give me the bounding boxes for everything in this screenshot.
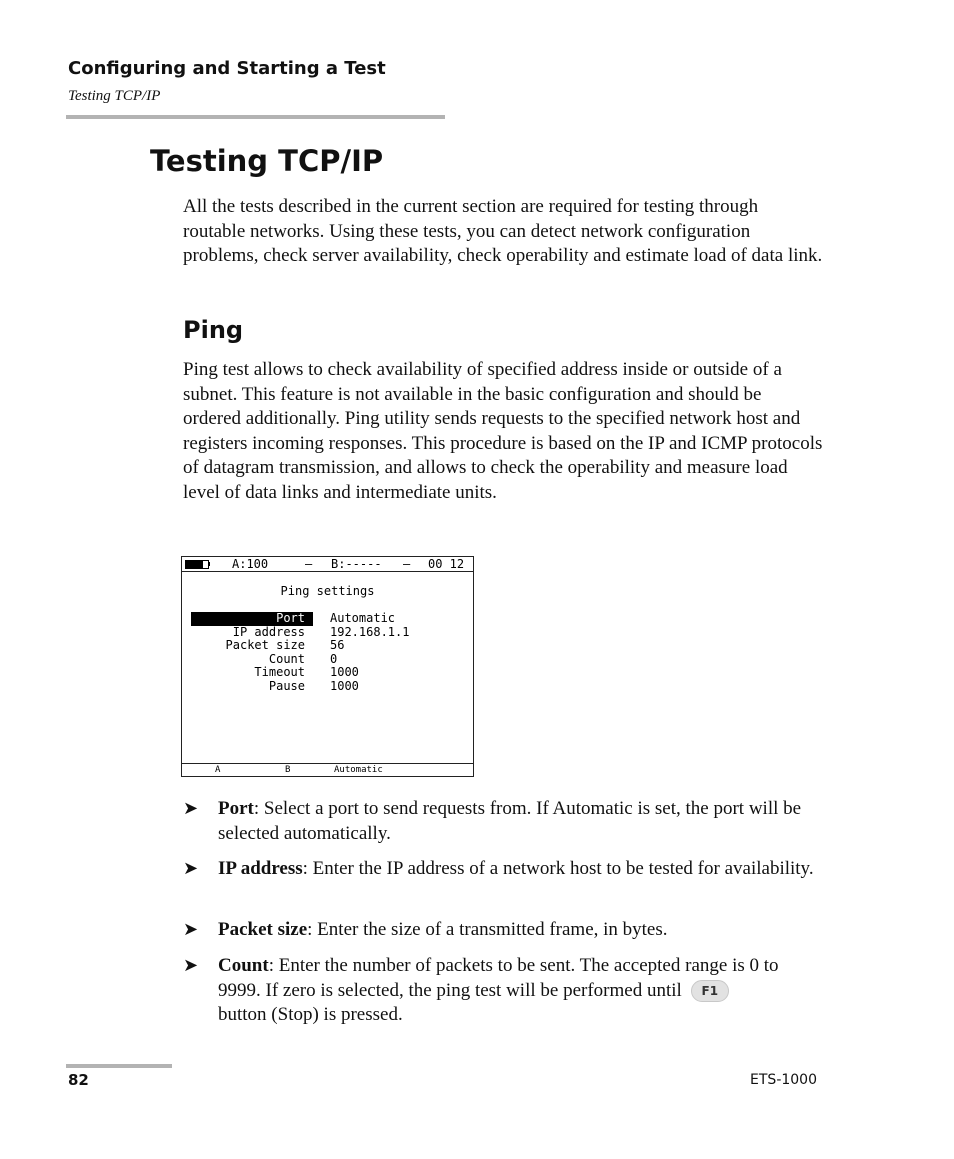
header-rule xyxy=(66,115,445,119)
function-key-bar xyxy=(182,763,473,776)
setting-label: Pause xyxy=(268,678,305,693)
setting-label: IP address xyxy=(232,624,305,639)
battery-tip xyxy=(208,562,210,566)
ping-heading: Ping xyxy=(183,316,244,344)
port-b-status: B:----- xyxy=(331,557,382,571)
bullet-term: Packet size xyxy=(218,919,308,940)
bullet-text: : Enter the size of a transmitted frame, in bytes. xyxy=(307,919,668,940)
device-screen xyxy=(181,556,474,777)
setting-label: Count xyxy=(268,651,305,666)
fkey-a[interactable]: A xyxy=(215,765,221,775)
bullet-term: IP address xyxy=(218,858,303,879)
bullet-text: : Enter the IP address of a network host to be tested for availability. xyxy=(302,858,814,879)
ping-paragraph: Ping test allows to check availability of specified address inside or outside of a subnet. This feature is not available in the basic configuration and should be ordered additionally. Ping utility sends requests to the specified network host and registers incoming responses. This procedure is based on the IP and ICMP protocols of datagram transmission, and allows to check the operability and measure load level of data links and intermediate units. xyxy=(183,359,823,503)
setting-row-port[interactable] xyxy=(191,612,466,626)
setting-value: 56 xyxy=(330,638,345,652)
setting-value: 1000 xyxy=(330,665,359,679)
setting-value: 1000 xyxy=(330,678,359,693)
setting-row-ip-address[interactable] xyxy=(191,626,466,640)
setting-value: 192.168.1.1 xyxy=(330,624,410,639)
arrow-bullet-icon: ➤ xyxy=(183,919,199,940)
screen-title: Ping settings xyxy=(280,584,375,598)
bullet-term: Count xyxy=(218,955,269,976)
setting-row-packet-size[interactable] xyxy=(191,639,466,653)
fkey-b[interactable]: B xyxy=(285,765,291,775)
bullet-text: : Select a port to send requests from. If Automatic is set, the port will be selected automatically. xyxy=(218,798,802,844)
page-number: 82 xyxy=(68,1071,89,1089)
setting-value: 0 xyxy=(330,651,338,666)
footer-rule xyxy=(66,1064,172,1068)
running-header-subsection: Testing TCP/IP xyxy=(68,88,161,104)
battery-icon xyxy=(185,560,209,569)
bullet-text: : Enter the number of packets to be sent. The accepted range is 0 to 9999. If zero is selected, the ping test will be performed until xyxy=(218,955,779,1001)
setting-row-count[interactable] xyxy=(191,653,466,667)
setting-label: Timeout xyxy=(254,665,305,679)
arrow-bullet-icon: ➤ xyxy=(183,798,199,819)
running-header-section: Configuring and Starting a Test xyxy=(68,58,386,79)
document-id: ETS-1000 xyxy=(750,1072,817,1088)
device-status-bar xyxy=(182,557,473,572)
setting-row-pause[interactable] xyxy=(191,680,466,694)
setting-label: Packet size xyxy=(225,638,305,652)
setting-label: Port xyxy=(191,612,313,626)
intro-paragraph: All the tests described in the current section are required for testing through routable networks. Using these tests, you can detect network configuration problems, check server availability, check operability and estimate load of data link. xyxy=(183,196,823,267)
page-title: Testing TCP/IP xyxy=(150,144,384,178)
bullet-text-after: button (Stop) is pressed. xyxy=(218,1004,403,1026)
setting-row-timeout[interactable] xyxy=(191,666,466,680)
f1-key-icon: F1 xyxy=(691,980,730,1002)
bullet-term: Port xyxy=(218,798,254,819)
port-a-status: A:100 xyxy=(232,557,269,571)
setting-value: Automatic xyxy=(330,611,396,625)
fkey-port-mode[interactable]: Automatic xyxy=(334,765,383,775)
port-b-dash: – xyxy=(403,557,411,571)
arrow-bullet-icon: ➤ xyxy=(183,955,199,976)
arrow-bullet-icon: ➤ xyxy=(183,858,199,879)
timer-readout: 00 12 xyxy=(428,557,465,571)
port-a-dash: – xyxy=(305,557,313,571)
